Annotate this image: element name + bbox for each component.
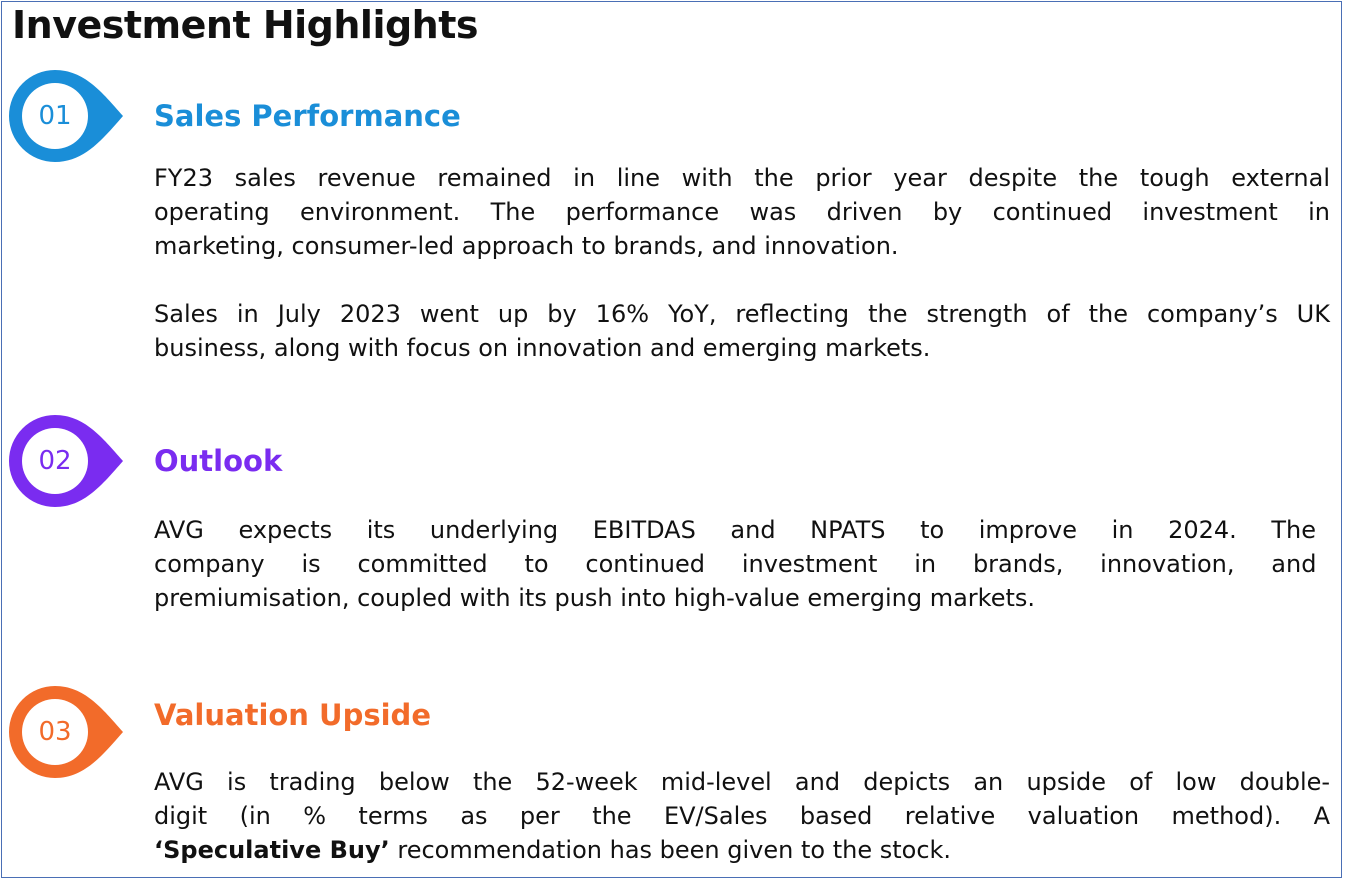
recommendation-text: recommendation has been given to the stock. — [389, 836, 952, 864]
outlook-paragraph — [154, 513, 1316, 615]
section-badge-03 — [8, 684, 126, 780]
paragraph-line: AVG is trading below the 52-week mid-level and depicts an upside of low double- — [154, 768, 1330, 796]
paragraph-line: business, along with focus on innovation and emerging markets. — [154, 334, 931, 362]
section-heading-outlook: Outlook — [154, 444, 283, 478]
paragraph-line: marketing, consumer-led approach to brands, and innovation. — [154, 232, 899, 260]
sales-paragraph-2 — [154, 297, 1330, 365]
paragraph-line: company is committed to continued investment in brands, innovation, and — [154, 550, 1317, 578]
section-badge-01 — [8, 68, 126, 164]
section-badge-02 — [8, 413, 126, 509]
paragraph-line: operating environment. The performance was driven by continued investment in — [154, 198, 1330, 226]
paragraph-line: premiumisation, coupled with its push into high-value emerging markets. — [154, 584, 1036, 612]
section-heading-sales-performance: Sales Performance — [154, 99, 461, 133]
section-heading-valuation-upside: Valuation Upside — [154, 698, 431, 732]
recommendation-emphasis: ‘Speculative Buy’ — [154, 836, 390, 864]
paragraph-line: AVG expects its underlying EBITDAS and NPATS to improve in 2024. The — [154, 516, 1316, 544]
paragraph-line: digit (in % terms as per the EV/Sales based relative valuation method). A — [154, 802, 1330, 830]
section-number: 02 — [38, 446, 72, 476]
valuation-paragraph — [154, 765, 1330, 867]
sales-paragraph-1 — [154, 161, 1330, 263]
paragraph-line: Sales in July 2023 went up by 16% YoY, reflecting the strength of the company’s UK — [154, 300, 1330, 328]
paragraph-line: FY23 sales revenue remained in line with the prior year despite the tough external — [154, 164, 1330, 192]
page-title: Investment Highlights — [12, 3, 479, 47]
section-number: 01 — [38, 101, 72, 131]
paragraph-line-recommendation — [154, 833, 1330, 867]
section-number: 03 — [38, 717, 72, 747]
